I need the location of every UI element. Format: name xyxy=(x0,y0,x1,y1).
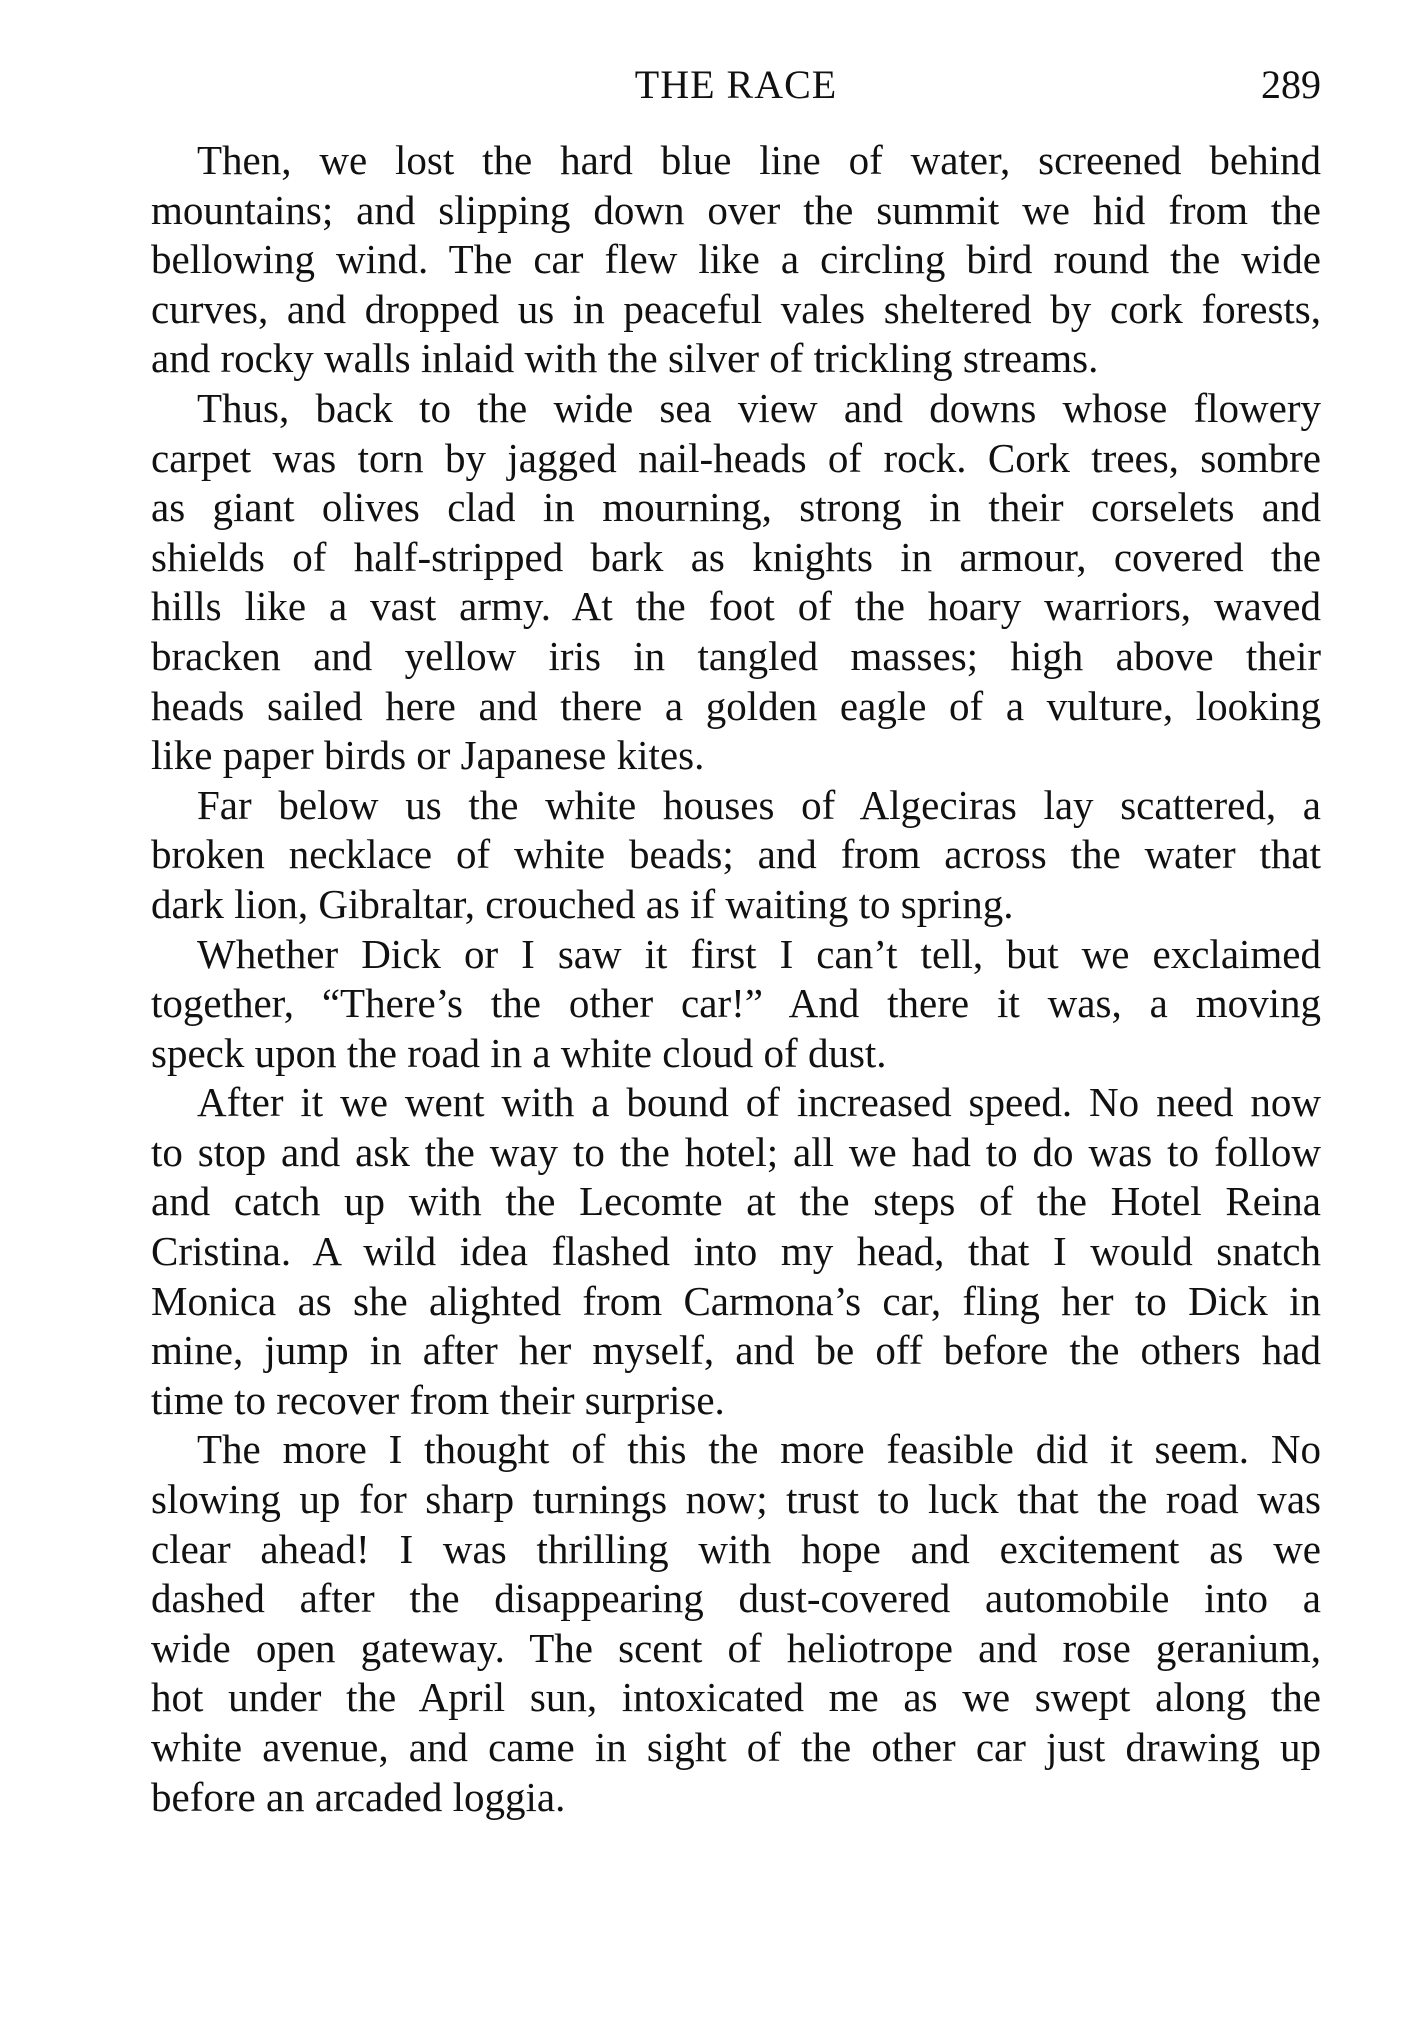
text-line: together, “There’s the other car!” And there it was, a moving xyxy=(151,980,1321,1027)
text-line: before an arcaded loggia. xyxy=(151,1773,566,1820)
text-line: dark lion, Gibraltar, crouched as if waiting to spring. xyxy=(151,880,1014,927)
text-line: hot under the April sun, intoxicated me as we swept along the xyxy=(151,1674,1321,1721)
text-line: speck upon the road in a white cloud of dust. xyxy=(151,1029,887,1076)
page-number: 289 xyxy=(1261,62,1321,107)
text-line: time to recover from their surprise. xyxy=(151,1376,725,1423)
text-line: Monica as she alighted from Carmona’s car, fling her to Dick in xyxy=(151,1277,1321,1324)
text-line: Thus, back to the wide sea view and downs whose flowery xyxy=(197,384,1321,431)
text-line: and catch up with the Lecomte at the steps of the Hotel Reina xyxy=(151,1178,1321,1225)
paragraph xyxy=(151,1078,1321,1425)
text-line: like paper birds or Japanese kites. xyxy=(151,732,705,779)
text-line: Cristina. A wild idea flashed into my head, that I would snatch xyxy=(151,1228,1321,1275)
paragraph xyxy=(151,781,1321,930)
running-title: THE RACE xyxy=(634,62,838,107)
text-line: slowing up for sharp turnings now; trust to luck that the road was xyxy=(151,1476,1321,1523)
text-line: to stop and ask the way to the hotel; all we had to do was to follow xyxy=(151,1128,1321,1175)
text-line: curves, and dropped us in peaceful vales sheltered by cork forests, xyxy=(151,285,1321,332)
paragraph xyxy=(151,930,1321,1079)
text-line: and rocky walls inlaid with the silver of trickling streams. xyxy=(151,335,1099,382)
page-header xyxy=(151,60,1321,110)
text-line: mine, jump in after her myself, and be off before the others had xyxy=(151,1327,1321,1374)
text-line: bellowing wind. The car flew like a circling bird round the wide xyxy=(151,236,1321,283)
text-line: carpet was torn by jagged nail-heads of rock. Cork trees, sombre xyxy=(151,434,1321,481)
text-line: wide open gateway. The scent of heliotrope and rose geranium, xyxy=(151,1624,1321,1671)
text-line: dashed after the disappearing dust-covered automobile into a xyxy=(151,1575,1321,1622)
paragraph xyxy=(151,384,1321,781)
text-line: mountains; and slipping down over the summit we hid from the xyxy=(151,186,1321,233)
paragraph xyxy=(151,1425,1321,1822)
text-line: hills like a vast army. At the foot of the hoary warriors, waved xyxy=(151,583,1321,630)
text-line: bracken and yellow iris in tangled masses; high above their xyxy=(151,632,1321,679)
text-line: Far below us the white houses of Algeciras lay scattered, a xyxy=(197,781,1321,828)
paragraph xyxy=(151,136,1321,384)
page-body xyxy=(151,136,1321,1822)
text-line: clear ahead! I was thrilling with hope and excitement as we xyxy=(151,1525,1321,1572)
text-line: as giant olives clad in mourning, strong in their corselets and xyxy=(151,484,1321,531)
text-line: The more I thought of this the more feasible did it seem. No xyxy=(197,1426,1321,1473)
text-line: Then, we lost the hard blue line of water, screened behind xyxy=(197,137,1321,183)
text-line: heads sailed here and there a golden eagle of a vulture, looking xyxy=(151,682,1321,729)
text-line: After it we went with a bound of increased speed. No need now xyxy=(197,1079,1321,1126)
text-line: white avenue, and came in sight of the other car just drawing up xyxy=(151,1724,1321,1770)
text-line: broken necklace of white beads; and from across the water that xyxy=(151,831,1321,878)
text-line: Whether Dick or I saw it first I can’t tell, but we exclaimed xyxy=(197,930,1321,977)
text-line: shields of half-stripped bark as knights in armour, covered the xyxy=(151,533,1321,580)
